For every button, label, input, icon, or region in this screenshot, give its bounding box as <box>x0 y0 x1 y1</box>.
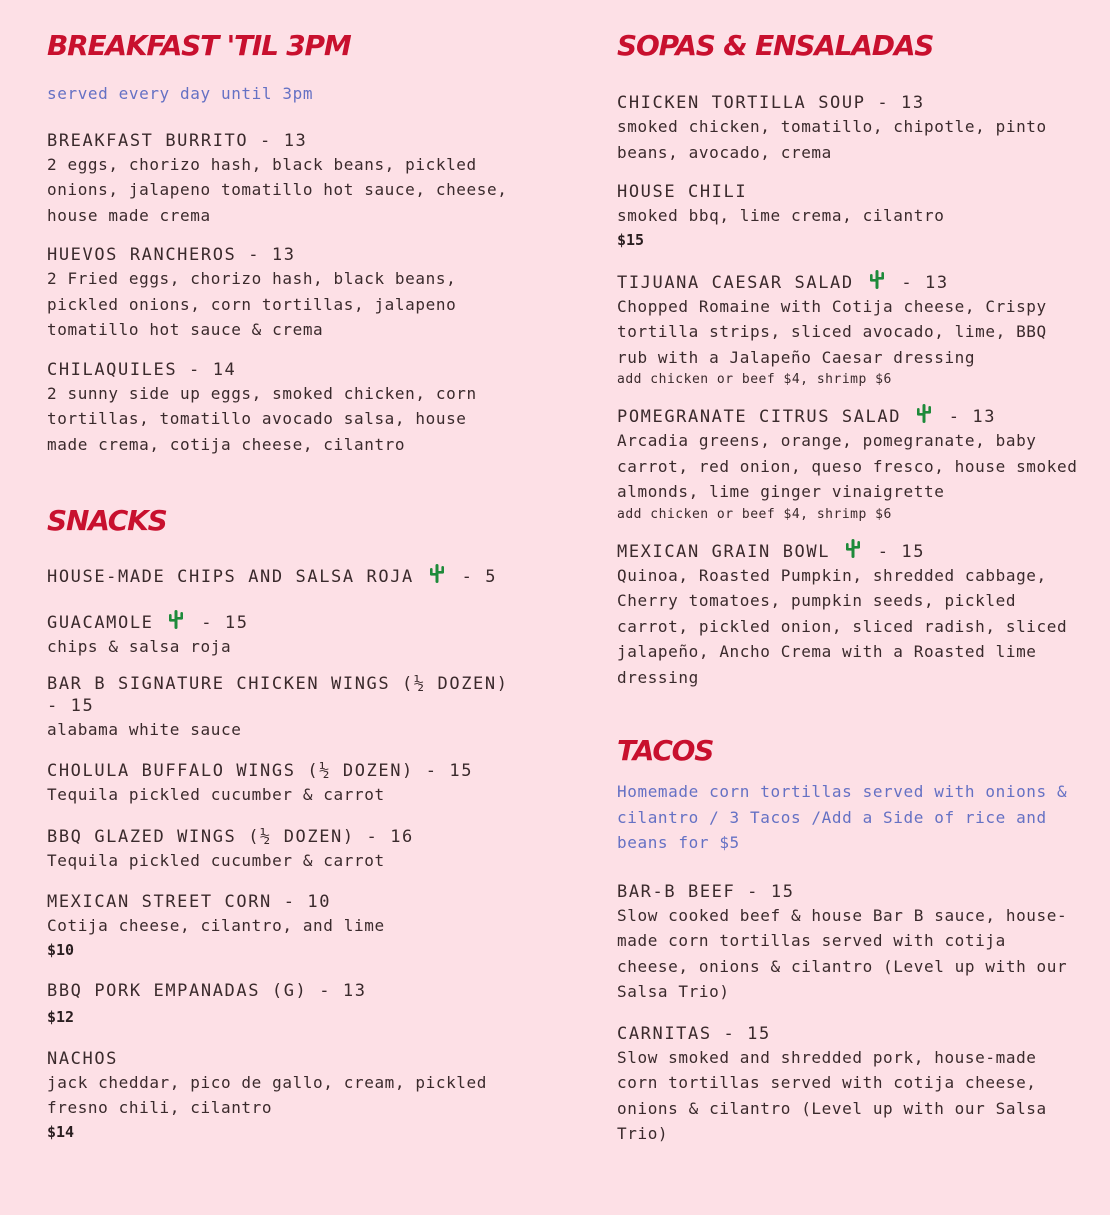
item-name: BBQ PORK EMPANADAS (G) - 13 <box>47 980 367 1001</box>
item-description: 2 Fried eggs, chorizo hash, black beans, pickled onions, corn tortillas, jalapeno tomatillo hot sauce & crema <box>47 269 457 339</box>
item-name-text: MEXICAN GRAIN BOWL <box>617 541 831 562</box>
item-name: CHILAQUILES - 14 <box>47 359 237 380</box>
item-price: $14 <box>47 1122 75 1141</box>
breakfast-intro: served every day until 3pm <box>47 84 314 103</box>
item-name: BREAKFAST BURRITO - 13 <box>47 130 308 151</box>
item-name: CARNITAS - 15 <box>617 1023 771 1044</box>
tacos-intro: Homemade corn tortillas served with onions & cilantro / 3 Tacos /Add a Side of rice and beans for $5 <box>617 782 1068 852</box>
sopas-title: SOPAS & ENSALADAS <box>617 29 934 62</box>
item-description: smoked bbq, lime crema, cilantro <box>617 206 945 225</box>
item-description: Tequila pickled cucumber & carrot <box>47 850 385 870</box>
menu-item <box>47 1048 517 1143</box>
item-price-suffix: - 5 <box>461 567 498 587</box>
item-description: Cotija cheese, cilantro, and lime <box>47 916 385 935</box>
item-name: MEXICAN STREET CORN - 10 <box>47 892 332 912</box>
item-price: $15 <box>617 230 645 249</box>
menu-item <box>617 881 1087 1005</box>
menu-item <box>47 673 517 743</box>
item-price-suffix: - 13 <box>948 407 997 427</box>
item-description: Slow smoked and shredded pork, house-made corn tortillas served with cotija cheese, onions & cilantro (Level up with our Salsa Trio) <box>617 1047 1047 1143</box>
item-name <box>47 609 517 634</box>
item-description: Quinoa, Roasted Pumpkin, shredded cabbage, Cherry tomatoes, pumpkin seeds, pickled carrot, pickled onion, sliced radish, sliced jalapeño, Ancho Crema with a Roasted lime dressing <box>617 565 1068 687</box>
cactus-icon <box>868 269 886 289</box>
item-name: HOUSE CHILI <box>617 182 748 202</box>
item-description: 2 sunny side up eggs, smoked chicken, corn tortillas, tomatillo avocado salsa, house made crema, cotija cheese, cilantro <box>47 383 477 454</box>
menu-item <box>47 826 517 874</box>
item-description: Chopped Romaine with Cotija cheese, Crispy tortilla strips, sliced avocado, lime, BBQ rub with a Jalapeño Caesar dressing <box>617 296 1047 367</box>
item-price: $10 <box>47 940 75 959</box>
item-name: NACHOS <box>47 1048 119 1069</box>
cactus-icon <box>167 609 185 629</box>
menu-item <box>47 130 517 229</box>
item-name-text: HOUSE-MADE CHIPS AND SALSA ROJA <box>47 567 414 587</box>
item-description: smoked chicken, tomatillo, chipotle, pinto beans, avocado, crema <box>617 117 1047 162</box>
right-column <box>617 0 1087 1147</box>
item-name: BBQ GLAZED WINGS (½ DOZEN) - 16 <box>47 826 414 847</box>
menu-item <box>47 891 517 961</box>
item-name: CHICKEN TORTILLA SOUP - 13 <box>617 93 925 113</box>
item-name: BAR-B BEEF - 15 <box>617 881 795 902</box>
menu-item <box>47 244 517 343</box>
cactus-icon <box>915 403 933 423</box>
item-name: BAR B SIGNATURE CHICKEN WINGS (½ DOZEN) - 15 <box>47 673 509 716</box>
item-description: 2 eggs, chorizo hash, black beans, pickled onions, jalapeno tomatillo hot sauce, cheese, house made crema <box>47 154 508 225</box>
item-name <box>617 269 1087 294</box>
item-name-text: POMEGRANATE CITRUS SALAD <box>617 407 902 427</box>
item-add-on-note: add chicken or beef $4, shrimp $6 <box>617 372 892 387</box>
cactus-icon <box>844 538 862 558</box>
item-price-suffix: - 15 <box>877 541 926 562</box>
item-price-suffix: - 15 <box>201 613 249 633</box>
item-name <box>47 563 517 588</box>
left-column <box>47 0 517 1143</box>
item-name <box>617 538 1087 563</box>
item-price-suffix: - 13 <box>901 272 949 293</box>
tacos-title: TACOS <box>617 734 714 767</box>
menu-item <box>617 269 1087 391</box>
menu-item <box>47 359 517 458</box>
menu-item <box>617 538 1087 691</box>
menu-item <box>47 760 517 808</box>
item-description: Slow cooked beef & house Bar B sauce, house-made corn tortillas served with cotija cheese, onions & cilantro (Level up with our Salsa Trio) <box>617 905 1068 1001</box>
menu-item <box>47 980 517 1028</box>
item-description: Arcadia greens, orange, pomegranate, baby carrot, red onion, queso fresco, house smoked almonds, lime ginger vinaigrette <box>617 431 1078 501</box>
cactus-icon <box>428 563 446 583</box>
menu-item <box>617 92 1087 165</box>
menu-item <box>617 403 1087 525</box>
item-name: HUEVOS RANCHEROS - 13 <box>47 245 296 265</box>
breakfast-title: BREAKFAST 'TIL 3PM <box>47 29 351 62</box>
item-description: alabama white sauce <box>47 719 242 739</box>
item-description: Tequila pickled cucumber & carrot <box>47 785 385 804</box>
item-description: jack cheddar, pico de gallo, cream, pickled fresno chili, cilantro <box>47 1072 488 1117</box>
menu-item <box>47 563 517 588</box>
item-name-text: GUACAMOLE <box>47 613 154 633</box>
item-name: CHOLULA BUFFALO WINGS (½ DOZEN) - 15 <box>47 761 474 781</box>
item-description: chips & salsa roja <box>47 637 232 656</box>
item-price: $12 <box>47 1007 75 1026</box>
menu-item <box>617 1023 1087 1147</box>
item-add-on-note: add chicken or beef $4, shrimp $6 <box>617 506 892 522</box>
item-name-text: TIJUANA CAESAR SALAD <box>617 272 854 293</box>
menu-item <box>47 609 517 660</box>
snacks-title: SNACKS <box>47 504 167 537</box>
menu-item <box>617 181 1087 251</box>
item-name <box>617 403 1087 428</box>
